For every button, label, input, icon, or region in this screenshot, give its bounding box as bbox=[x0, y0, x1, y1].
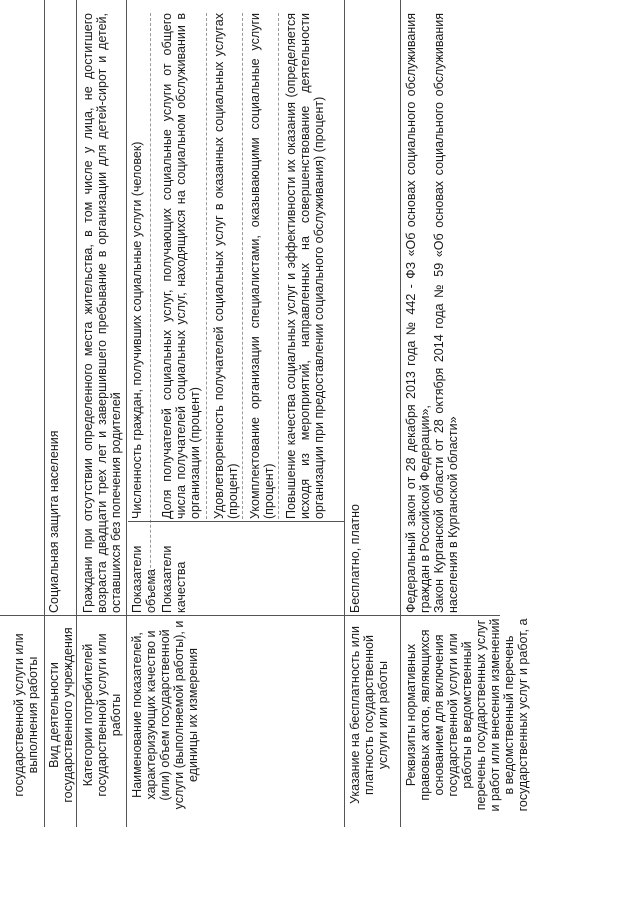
indicator-divider bbox=[150, 13, 151, 613]
legal-act-item: Закон Курганской области от 28 октября 2014 года № 59 «Об основах социального обслуживания населения в Курганской области» bbox=[432, 13, 460, 613]
indicator-divider bbox=[242, 13, 243, 519]
row-free-value: Бесплатно, платно bbox=[348, 504, 362, 613]
volume-indicators-label: Показатели объема bbox=[130, 545, 158, 613]
row-free-header: Указание на бесплатность или платность государственной услуги или работы bbox=[348, 626, 390, 805]
quality-indicator-item: Доля получателей социальных услуг, получающих социальные услуги от общего числа получателей социальных услуг, находящихся на социальном обслуживании в организации (процент) bbox=[160, 13, 202, 519]
volume-indicator-item: Численность граждан, получивших социальные услуги (человек) bbox=[130, 141, 144, 519]
quality-indicator-item: Удовлетворенность получателей социальных услуг в оказанных социальных услугах (процент) bbox=[212, 13, 240, 519]
indicator-divider bbox=[206, 13, 207, 519]
row-divider bbox=[344, 0, 345, 827]
indicator-divider bbox=[278, 13, 279, 519]
row-top-header: государственной услуги или выполнения работы bbox=[12, 633, 40, 797]
row-activity-value: Социальная защита населения bbox=[47, 430, 61, 613]
quality-indicator-item: Повышение качества социальных услуг и эффективности их оказания (определяется исходя из мероприятий, направленных на совершенствование деятельности организации при предоставлении социального обслуживания) (процент) bbox=[284, 13, 326, 519]
row-legal-header: Реквизиты нормативных правовых актов, являющихся основанием для включения государственной услуги или работы в ведомственный перечень государственных услуг и работ или внесения изменений в ведомственный перечень государственных услуг и работ, а bbox=[404, 618, 530, 812]
row-divider bbox=[76, 0, 77, 827]
quality-indicator-item: Укомплектование организации специалистами, оказывающими социальные услуги (процент) bbox=[248, 13, 276, 519]
legal-act-item: Федеральный закон от 28 декабря 2013 года № 442 - ФЗ «Об основах социального обслуживания граждан в Российской Федерации», bbox=[404, 13, 432, 613]
row-activity-header: Вид деятельности государственного учреждения bbox=[47, 627, 75, 803]
row-indicators-header: Наименование показателей, характеризующих качество и (или) объем государственной услуги (выполняемой работы), и единицы их измерения bbox=[130, 620, 200, 810]
row-consumers-value: Граждани при отсутствии определенного места жительства, в том числе у лица, не достигшего возраста двадцати трех лет и завершившего пребывание в организации для детей-сирот и детей, оставшихся без попечения родителей bbox=[81, 13, 123, 613]
row-divider bbox=[400, 0, 401, 827]
row-divider bbox=[126, 0, 127, 827]
row-consumers-header: Категории потребителей государственной услуги или работы bbox=[81, 633, 123, 797]
quality-indicators-label: Показатели качества bbox=[160, 545, 188, 613]
row-divider bbox=[44, 0, 45, 827]
column-divider bbox=[0, 615, 500, 616]
column-divider bbox=[128, 521, 344, 522]
